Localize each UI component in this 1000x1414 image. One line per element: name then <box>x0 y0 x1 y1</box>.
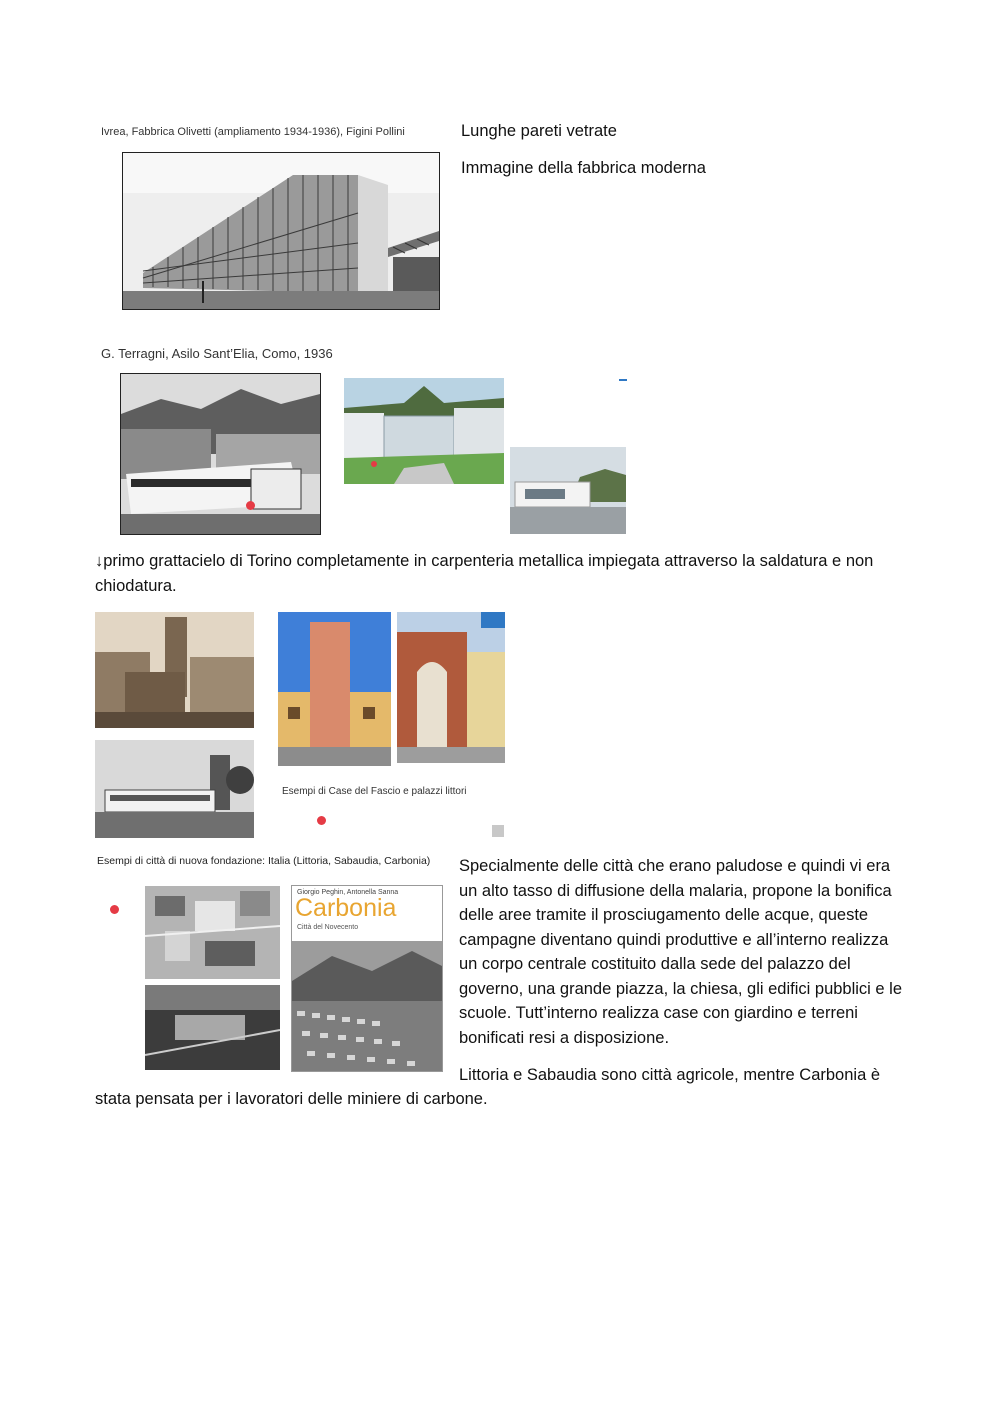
new-cities-caption: Esempi di città di nuova fondazione: Italia (Littoria, Sabaudia, Carbonia) <box>97 855 431 867</box>
torino-skyscraper-photo <box>95 612 254 728</box>
terragni-caption: G. Terragni, Asilo Sant’Elia, Como, 1936 <box>101 346 333 361</box>
book-title: Carbonia <box>295 894 397 922</box>
torino-skyscraper-text: ↓primo grattacielo di Torino completamente in carpenteria metallica impiegata attraverso la saldatura e non chiodatura. <box>95 552 874 595</box>
carbonia-book-cover <box>291 885 443 1072</box>
red-marker-dot <box>110 905 119 914</box>
blue-overlay-tab <box>481 612 505 628</box>
case-del-fascio-caption: Esempi di Case del Fascio e palazzi littori <box>282 786 467 797</box>
asilo-historic-photo <box>120 373 321 535</box>
bonifica-paragraph: Specialmente delle città che erano paludose e quindi vi era un alto tasso di diffusione della malaria, propone la bonifica delle aree tramite il prosciugamento delle acque, queste campagne diventano quindi produttive e all’interno realizza un corpo centrale costituito dalla sede del palazzo del governo, una grande piazza, la chiesa, gli edifici pubblici e le scuole. Tutt’interno realizza case con giardino e terreni bonificati resi a disposizione. <box>459 857 903 1047</box>
small-gray-icon <box>492 825 504 837</box>
blue-line-mark <box>619 379 627 381</box>
book-subtitle: Città del Novecento <box>297 924 359 931</box>
casa-littoria-brick-photo <box>397 612 505 763</box>
sabaudia-aerial-photo <box>145 985 280 1070</box>
agricultural-cities-line-2: stata pensata per i lavoratori delle miniere di carbone. <box>95 1090 488 1108</box>
casa-del-fascio-bw-photo <box>95 740 254 838</box>
olivetti-caption: Ivrea, Fabbrica Olivetti (ampliamento 1934-1936), Figini Pollini <box>101 126 405 138</box>
littoria-aerial-photo <box>145 886 280 979</box>
agricultural-cities-line-1: Littoria e Sabaudia sono città agricole, mentre Carbonia è <box>459 1066 880 1084</box>
olivetti-factory-photo <box>122 152 440 310</box>
red-marker-dot <box>371 461 377 467</box>
asilo-color-photo-1 <box>344 378 504 484</box>
red-marker-dot <box>246 501 255 510</box>
asilo-color-photo-2 <box>510 447 626 534</box>
book-authors: Giorgio Peghin, Antonella Sanna <box>297 889 399 896</box>
olivetti-note-glass-walls: Lunghe pareti vetrate <box>461 122 617 140</box>
red-marker-dot <box>317 816 326 825</box>
olivetti-note-modern-factory: Immagine della fabbrica moderna <box>461 159 706 177</box>
casa-del-fascio-tower-photo <box>278 612 391 766</box>
